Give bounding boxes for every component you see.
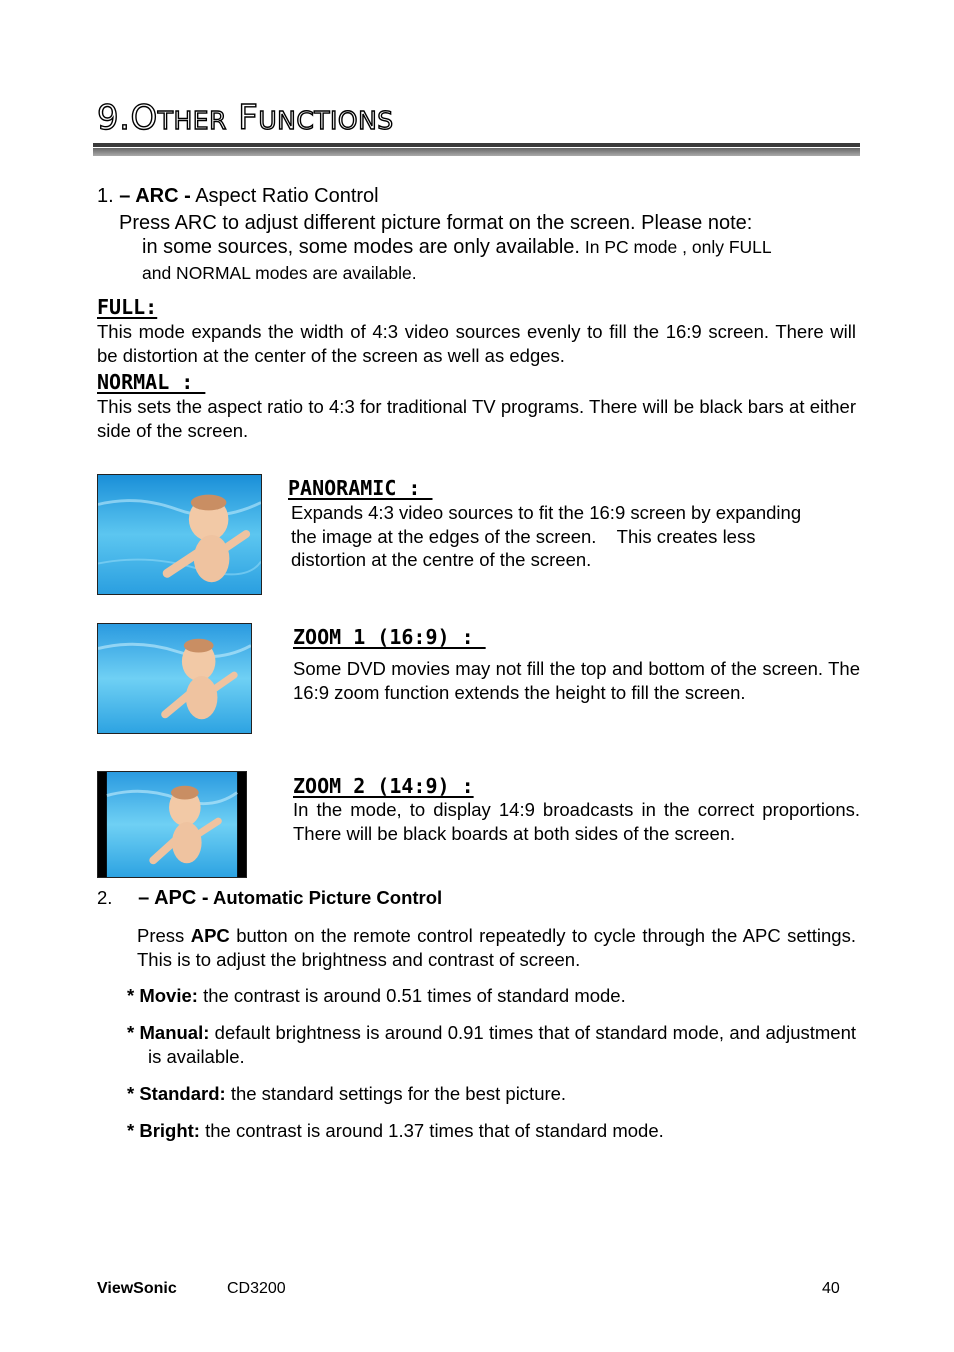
footer-brand: ViewSonic: [97, 1280, 177, 1297]
full-heading: FULL:: [97, 295, 158, 319]
apc-item-manual: * Manual: default brightness is around 0.91 times that of standard mode, and adjustment is available.: [127, 1022, 857, 1067]
zoom1-heading: ZOOM 1 (16:9) :: [293, 625, 486, 649]
arc-heading: 1. – ARC - Aspect Ratio Control: [97, 185, 379, 207]
page-title: 9.OTHER FUNCTIONS: [97, 98, 394, 138]
zoom1-example-image: [97, 623, 252, 734]
panoramic-line2: the image at the edges of the screen. This creates less: [291, 525, 756, 547]
apc-intro: Press APC button on the remote control repeatedly to cycle through the APC settings. This is to adjust the brightness and contrast of screen.: [137, 925, 856, 970]
page-number: 40: [822, 1280, 840, 1297]
apc-item-standard: * Standard: the standard settings for the best picture.: [127, 1083, 567, 1104]
arc-intro-line3: and NORMAL modes are available.: [142, 263, 417, 283]
zoom1-description: Some DVD movies may not fill the top and bottom of the screen. The 16:9 zoom function extends the height to fill the screen.: [293, 658, 860, 703]
panoramic-heading: PANORAMIC :: [288, 476, 433, 500]
panoramic-line1: Expands 4:3 video sources to fit the 16:9 screen by expanding: [291, 502, 802, 523]
title-rule-shadow: [93, 148, 860, 156]
arc-intro-line1: Press ARC to adjust different picture format on the screen. Please note:: [119, 212, 753, 234]
zoom2-description: In the mode, to display 14:9 broadcasts in the correct proportions. There will be black boards at both sides of the screen.: [293, 799, 860, 844]
panoramic-line3: distortion at the centre of the screen.: [291, 549, 592, 570]
apc-heading: 2. – APC - Automatic Picture Control: [97, 887, 443, 909]
normal-description: This sets the aspect ratio to 4:3 for traditional TV programs. There will be black bars at either side of the screen.: [97, 396, 856, 441]
zoom2-example-image: [97, 771, 247, 878]
panoramic-example-image: [97, 474, 262, 595]
full-description: This mode expands the width of 4:3 video sources evenly to fill the 16:9 screen. There will be distortion at the center of the screen as well as edges.: [97, 321, 856, 366]
apc-item-bright: * Bright: the contrast is around 1.37 times that of standard mode.: [127, 1120, 664, 1141]
normal-heading: NORMAL :: [97, 370, 206, 394]
footer-model: CD3200: [227, 1280, 286, 1297]
zoom2-heading: ZOOM 2 (14:9) :: [293, 774, 474, 798]
title-rule: [93, 143, 860, 147]
apc-item-movie: * Movie: the contrast is around 0.51 times of standard mode.: [127, 985, 626, 1006]
arc-intro-line2: in some sources, some modes are only available. In PC mode , only FULL: [142, 236, 772, 258]
